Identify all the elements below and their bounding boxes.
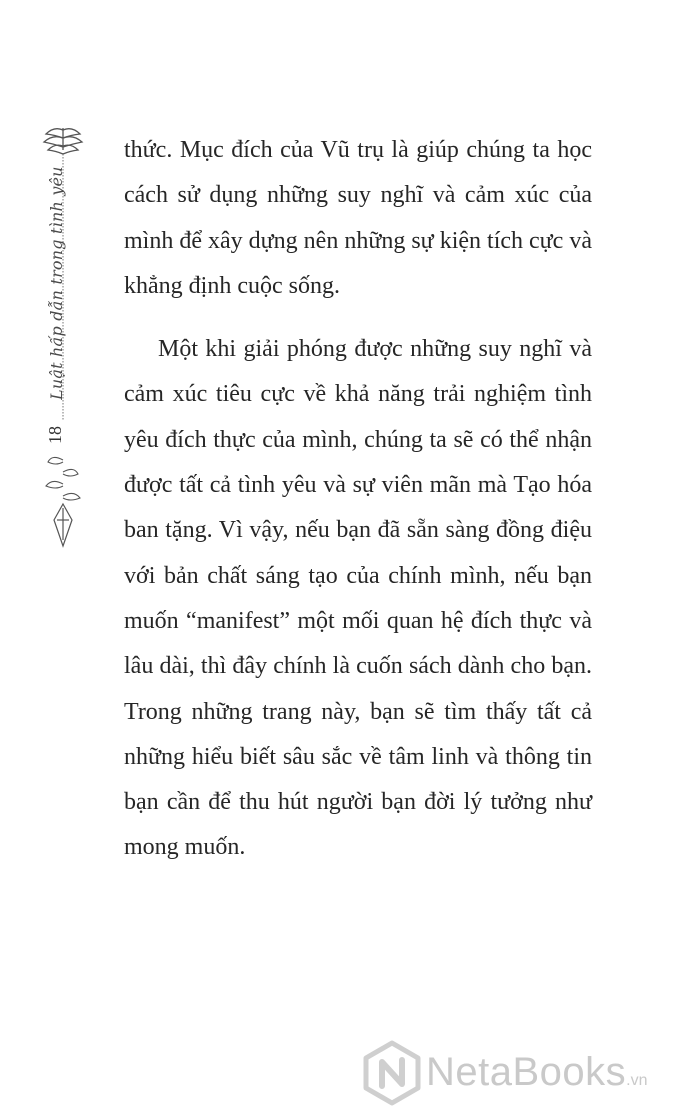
paragraph: thức. Mục đích của Vũ trụ là giúp chúng ta học cách sử dụng những suy nghĩ và cảm xúc của mình để xây dựng nên những sự kiện tích cực và khẳng định cuộc sống.	[124, 137, 592, 299]
paragraph: Một khi giải phóng được những suy nghĩ và cảm xúc tiêu cực về khả năng trải nghiệm tình yêu đích thực của mình, chúng ta sẽ có thể nhận được tất cả tình yêu và sự viên mãn mà Tạo hóa ban tặng. Vì vậy, nếu bạn đã sẵn sàng đồng điệu với bản chất sáng tạo của chính mình, nếu bạn muốn “manifest” một mối quan hệ đích thực và lâu dài, thì đây chính là cuốn sách dành cho bạn. Trong những trang này, bạn sẽ tìm thấy tất cả những hiểu biết sâu sắc về tâm linh và thông tin bạn cần để thu hút người bạn đời lý tưởng như mong muốn.	[124, 336, 592, 861]
body-text	[124, 128, 592, 871]
watermark-text	[426, 1050, 648, 1095]
watermark-tld: .vn	[626, 1072, 648, 1089]
running-title	[45, 152, 67, 400]
watermark-brand: NetaBooks	[426, 1050, 627, 1094]
netabooks-logo-icon	[362, 1040, 422, 1106]
watermark	[362, 1040, 692, 1110]
running-title-text: Luật hấp dẫn trong tình yêu	[47, 166, 66, 400]
page-number	[42, 420, 68, 446]
page-number-text: 18	[45, 426, 65, 444]
